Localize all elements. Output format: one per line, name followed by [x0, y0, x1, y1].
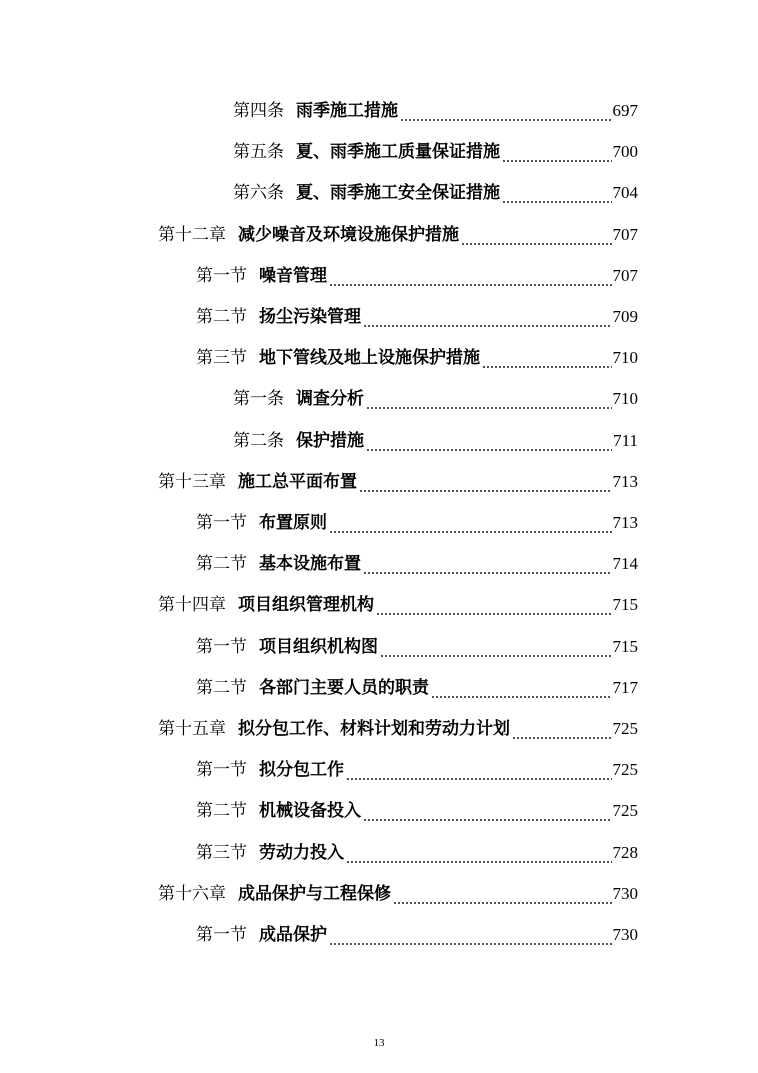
entry-label: 第十六章: [158, 883, 226, 904]
entry-label: 第三节: [196, 842, 247, 863]
entry-page: 707: [612, 265, 638, 285]
dot-leader: [363, 800, 612, 822]
entry-title: 各部门主要人员的职责: [259, 677, 429, 698]
entry-page: 700: [612, 142, 638, 162]
entry-label: 第六条: [233, 183, 284, 204]
entry-page: 725: [612, 719, 638, 738]
entry-label: 第一节: [196, 636, 247, 657]
dot-leader: [363, 553, 612, 575]
entry-title: 夏、雨季施工安全保证措施: [296, 183, 500, 204]
entry-title: 项目组织管理机构: [238, 595, 374, 616]
entry-label: 第二节: [196, 554, 247, 575]
toc-entry[interactable]: [158, 215, 638, 255]
toc-entry[interactable]: [233, 421, 638, 461]
entry-title: 保护措施: [296, 430, 364, 451]
entry-page: 713: [612, 471, 638, 491]
toc-entry[interactable]: [196, 338, 638, 378]
entry-title: 减少噪音及环境设施保护措施: [238, 224, 459, 245]
toc-entry[interactable]: [196, 256, 638, 296]
dot-leader: [512, 718, 612, 740]
entry-page: 730: [612, 883, 638, 903]
toc-entry[interactable]: [233, 132, 638, 172]
entry-page: 697: [612, 101, 638, 120]
entry-label: 第一节: [196, 925, 247, 945]
dot-leader: [400, 100, 612, 122]
entry-page: 710: [612, 348, 638, 368]
entry-page: 714: [612, 554, 638, 574]
entry-title: 施工总平面布置: [238, 471, 357, 492]
dot-leader: [366, 388, 612, 410]
toc-entry[interactable]: [196, 297, 638, 337]
toc-entry[interactable]: [158, 709, 638, 749]
toc-entry[interactable]: [196, 750, 638, 790]
entry-title: 机械设备投入: [259, 801, 361, 822]
toc-entry[interactable]: [196, 668, 638, 708]
dot-leader: [329, 924, 612, 946]
toc-entry[interactable]: [233, 379, 638, 419]
toc-entry[interactable]: [196, 915, 638, 955]
entry-page: 710: [612, 389, 638, 409]
entry-page: 704: [612, 183, 638, 203]
entry-label: 第一节: [196, 760, 247, 781]
entry-label: 第十三章: [158, 471, 226, 492]
entry-title: 成品保护与工程保修: [238, 883, 391, 904]
dot-leader: [431, 677, 612, 699]
dot-leader: [363, 306, 612, 328]
toc-entry[interactable]: [233, 91, 638, 131]
entry-label: 第三节: [196, 348, 247, 369]
entry-label: 第一条: [233, 389, 284, 410]
toc-entry[interactable]: [158, 585, 638, 625]
entry-page: 730: [612, 925, 638, 944]
entry-label: 第十二章: [158, 224, 226, 245]
entry-page: 713: [612, 513, 638, 532]
entry-page: 709: [612, 307, 638, 326]
dot-leader: [329, 512, 612, 534]
entry-label: 第一节: [196, 265, 247, 286]
dot-leader: [380, 636, 612, 658]
dot-leader: [329, 265, 612, 287]
dot-leader: [502, 182, 612, 204]
entry-page: 725: [612, 760, 638, 780]
entry-title: 成品保护: [259, 925, 327, 945]
entry-title: 夏、雨季施工质量保证措施: [296, 142, 500, 163]
entry-page: 717: [612, 677, 638, 697]
entry-label: 第四条: [233, 101, 284, 121]
dot-leader: [366, 430, 612, 452]
entry-page: 728: [612, 842, 638, 862]
entry-title: 项目组织机构图: [259, 636, 378, 657]
entry-title: 调查分析: [296, 389, 364, 410]
toc-entry[interactable]: [233, 173, 638, 213]
entry-page: 707: [612, 224, 638, 244]
entry-page: 725: [612, 801, 638, 821]
dot-leader: [376, 594, 612, 616]
entry-label: 第一节: [196, 513, 247, 533]
entry-title: 拟分包工作: [259, 760, 344, 781]
dot-leader: [359, 471, 612, 493]
dot-leader: [346, 842, 612, 864]
toc-entry[interactable]: [158, 874, 638, 914]
entry-page: 711: [613, 430, 638, 450]
dot-leader: [461, 224, 612, 246]
entry-page: 715: [612, 636, 638, 656]
entry-title: 劳动力投入: [259, 842, 344, 863]
entry-label: 第五条: [233, 142, 284, 163]
entry-title: 地下管线及地上设施保护措施: [259, 348, 480, 369]
entry-title: 扬尘污染管理: [259, 307, 361, 327]
entry-page: 715: [612, 595, 638, 615]
dot-leader: [393, 883, 612, 905]
dot-leader: [482, 347, 612, 369]
entry-title: 基本设施布置: [259, 554, 361, 575]
toc-entry[interactable]: [196, 833, 638, 873]
entry-label: 第十五章: [158, 719, 226, 739]
entry-label: 第二条: [233, 430, 284, 451]
toc-entry[interactable]: [158, 462, 638, 502]
entry-label: 第二节: [196, 307, 247, 327]
entry-label: 第二节: [196, 801, 247, 822]
entry-title: 布置原则: [259, 513, 327, 533]
entry-title: 噪音管理: [259, 265, 327, 286]
entry-title: 拟分包工作、材料计划和劳动力计划: [238, 719, 510, 739]
toc-entry[interactable]: [196, 544, 638, 584]
dot-leader: [502, 141, 612, 163]
dot-leader: [346, 759, 612, 781]
toc-entry[interactable]: [196, 627, 638, 667]
toc-entry[interactable]: [196, 791, 638, 831]
page-number: 13: [373, 1037, 385, 1049]
entry-label: 第十四章: [158, 595, 226, 616]
entry-title: 雨季施工措施: [296, 101, 398, 121]
toc-entry[interactable]: [196, 503, 638, 543]
entry-label: 第二节: [196, 677, 247, 698]
